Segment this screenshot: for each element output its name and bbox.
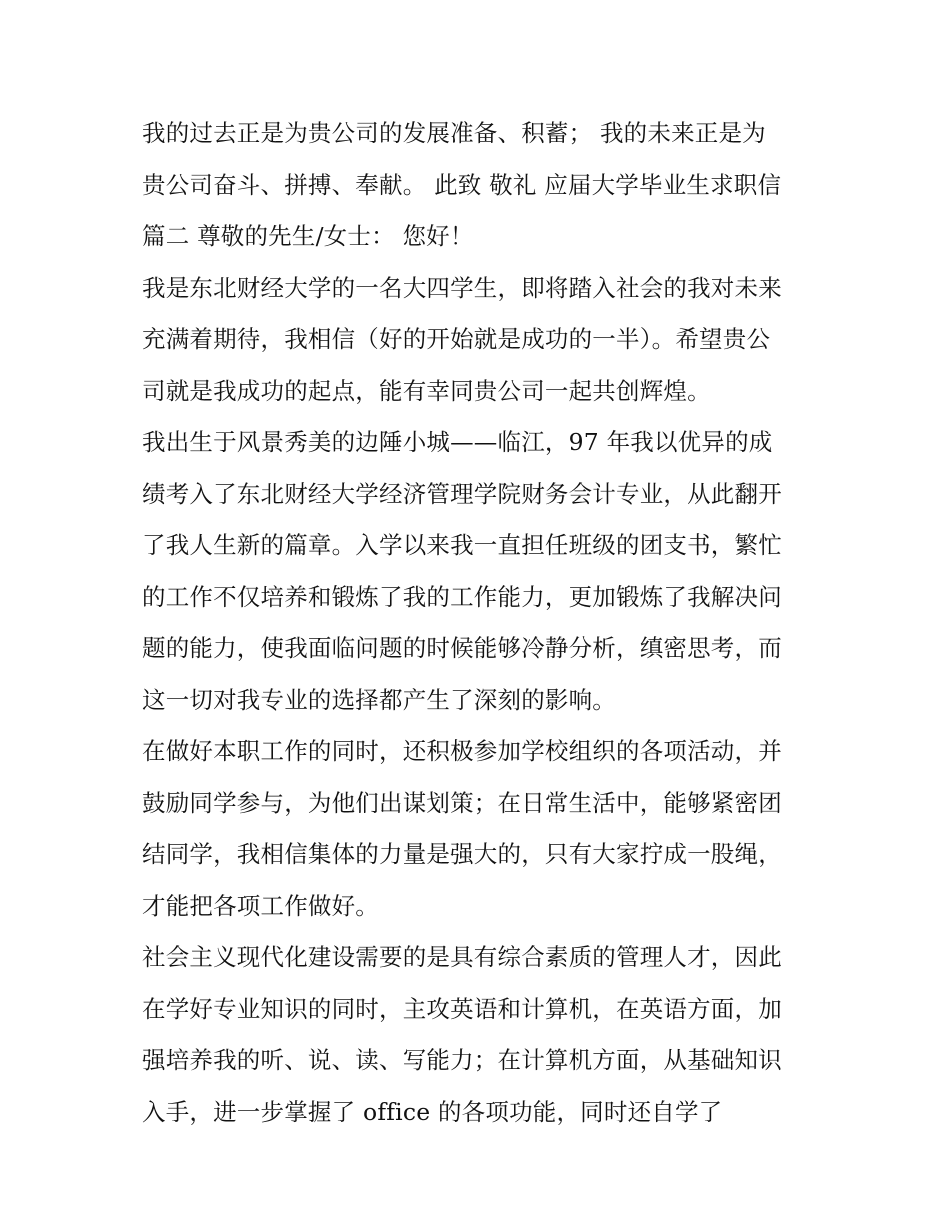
text-line: 题的能力，使我面临问题的时候能够冷静分析，缜密思考，而 <box>142 634 782 662</box>
text-line: 篇二 尊敬的先生/女士： 您好！ <box>142 222 474 250</box>
text-line: 结同学，我相信集体的力量是强大的，只有大家拧成一股绳， <box>142 840 782 868</box>
body-text <box>142 108 822 1138</box>
text-line: 鼓励同学参与，为他们出谋划策；在日常生活中，能够紧密团 <box>142 788 782 817</box>
text-line: 在做好本职工作的同时，还积极参加学校组织的各项活动，并 <box>142 737 782 765</box>
text-line: 绩考入了东北财经大学经济管理学院财务会计专业，从此翻开 <box>142 479 782 508</box>
text-line: 司就是我成功的起点，能有幸同贵公司一起共创辉煌。 <box>142 376 711 405</box>
text-line: 强培养我的听、说、读、写能力；在计算机方面，从基础知识 <box>142 1046 782 1074</box>
text-line: 在学好专业知识的同时，主攻英语和计算机，在英语方面，加 <box>142 994 782 1023</box>
text-line: 入手，进一步掌握了 office 的各项功能，同时还自学了 <box>142 1097 723 1126</box>
text-line: 了我人生新的篇章。入学以来我一直担任班级的团支书，繁忙 <box>142 531 782 559</box>
text-line: 这一切对我专业的选择都产生了深刻的影响。 <box>142 685 616 714</box>
text-line: 我是东北财经大学的一名大四学生，即将踏入社会的我对未来 <box>142 273 782 302</box>
text-line: 我出生于风景秀美的边陲小城——临江，97 年我以优异的成 <box>142 428 773 456</box>
text-line: 才能把各项工作做好。 <box>142 891 379 920</box>
text-line: 我的过去正是为贵公司的发展准备、积蓄； 我的未来正是为 <box>142 119 766 147</box>
text-line: 充满着期待，我相信（好的开始就是成功的一半）。希望贵公 <box>142 325 771 353</box>
text-line: 社会主义现代化建设需要的是具有综合素质的管理人才，因此 <box>142 943 782 971</box>
text-line: 贵公司奋斗、拼搏、奉献。 此致 敬礼 应届大学毕业生求职信 <box>142 170 782 199</box>
text-line: 的工作不仅培养和锻炼了我的工作能力，更加锻炼了我解决问 <box>142 582 782 611</box>
